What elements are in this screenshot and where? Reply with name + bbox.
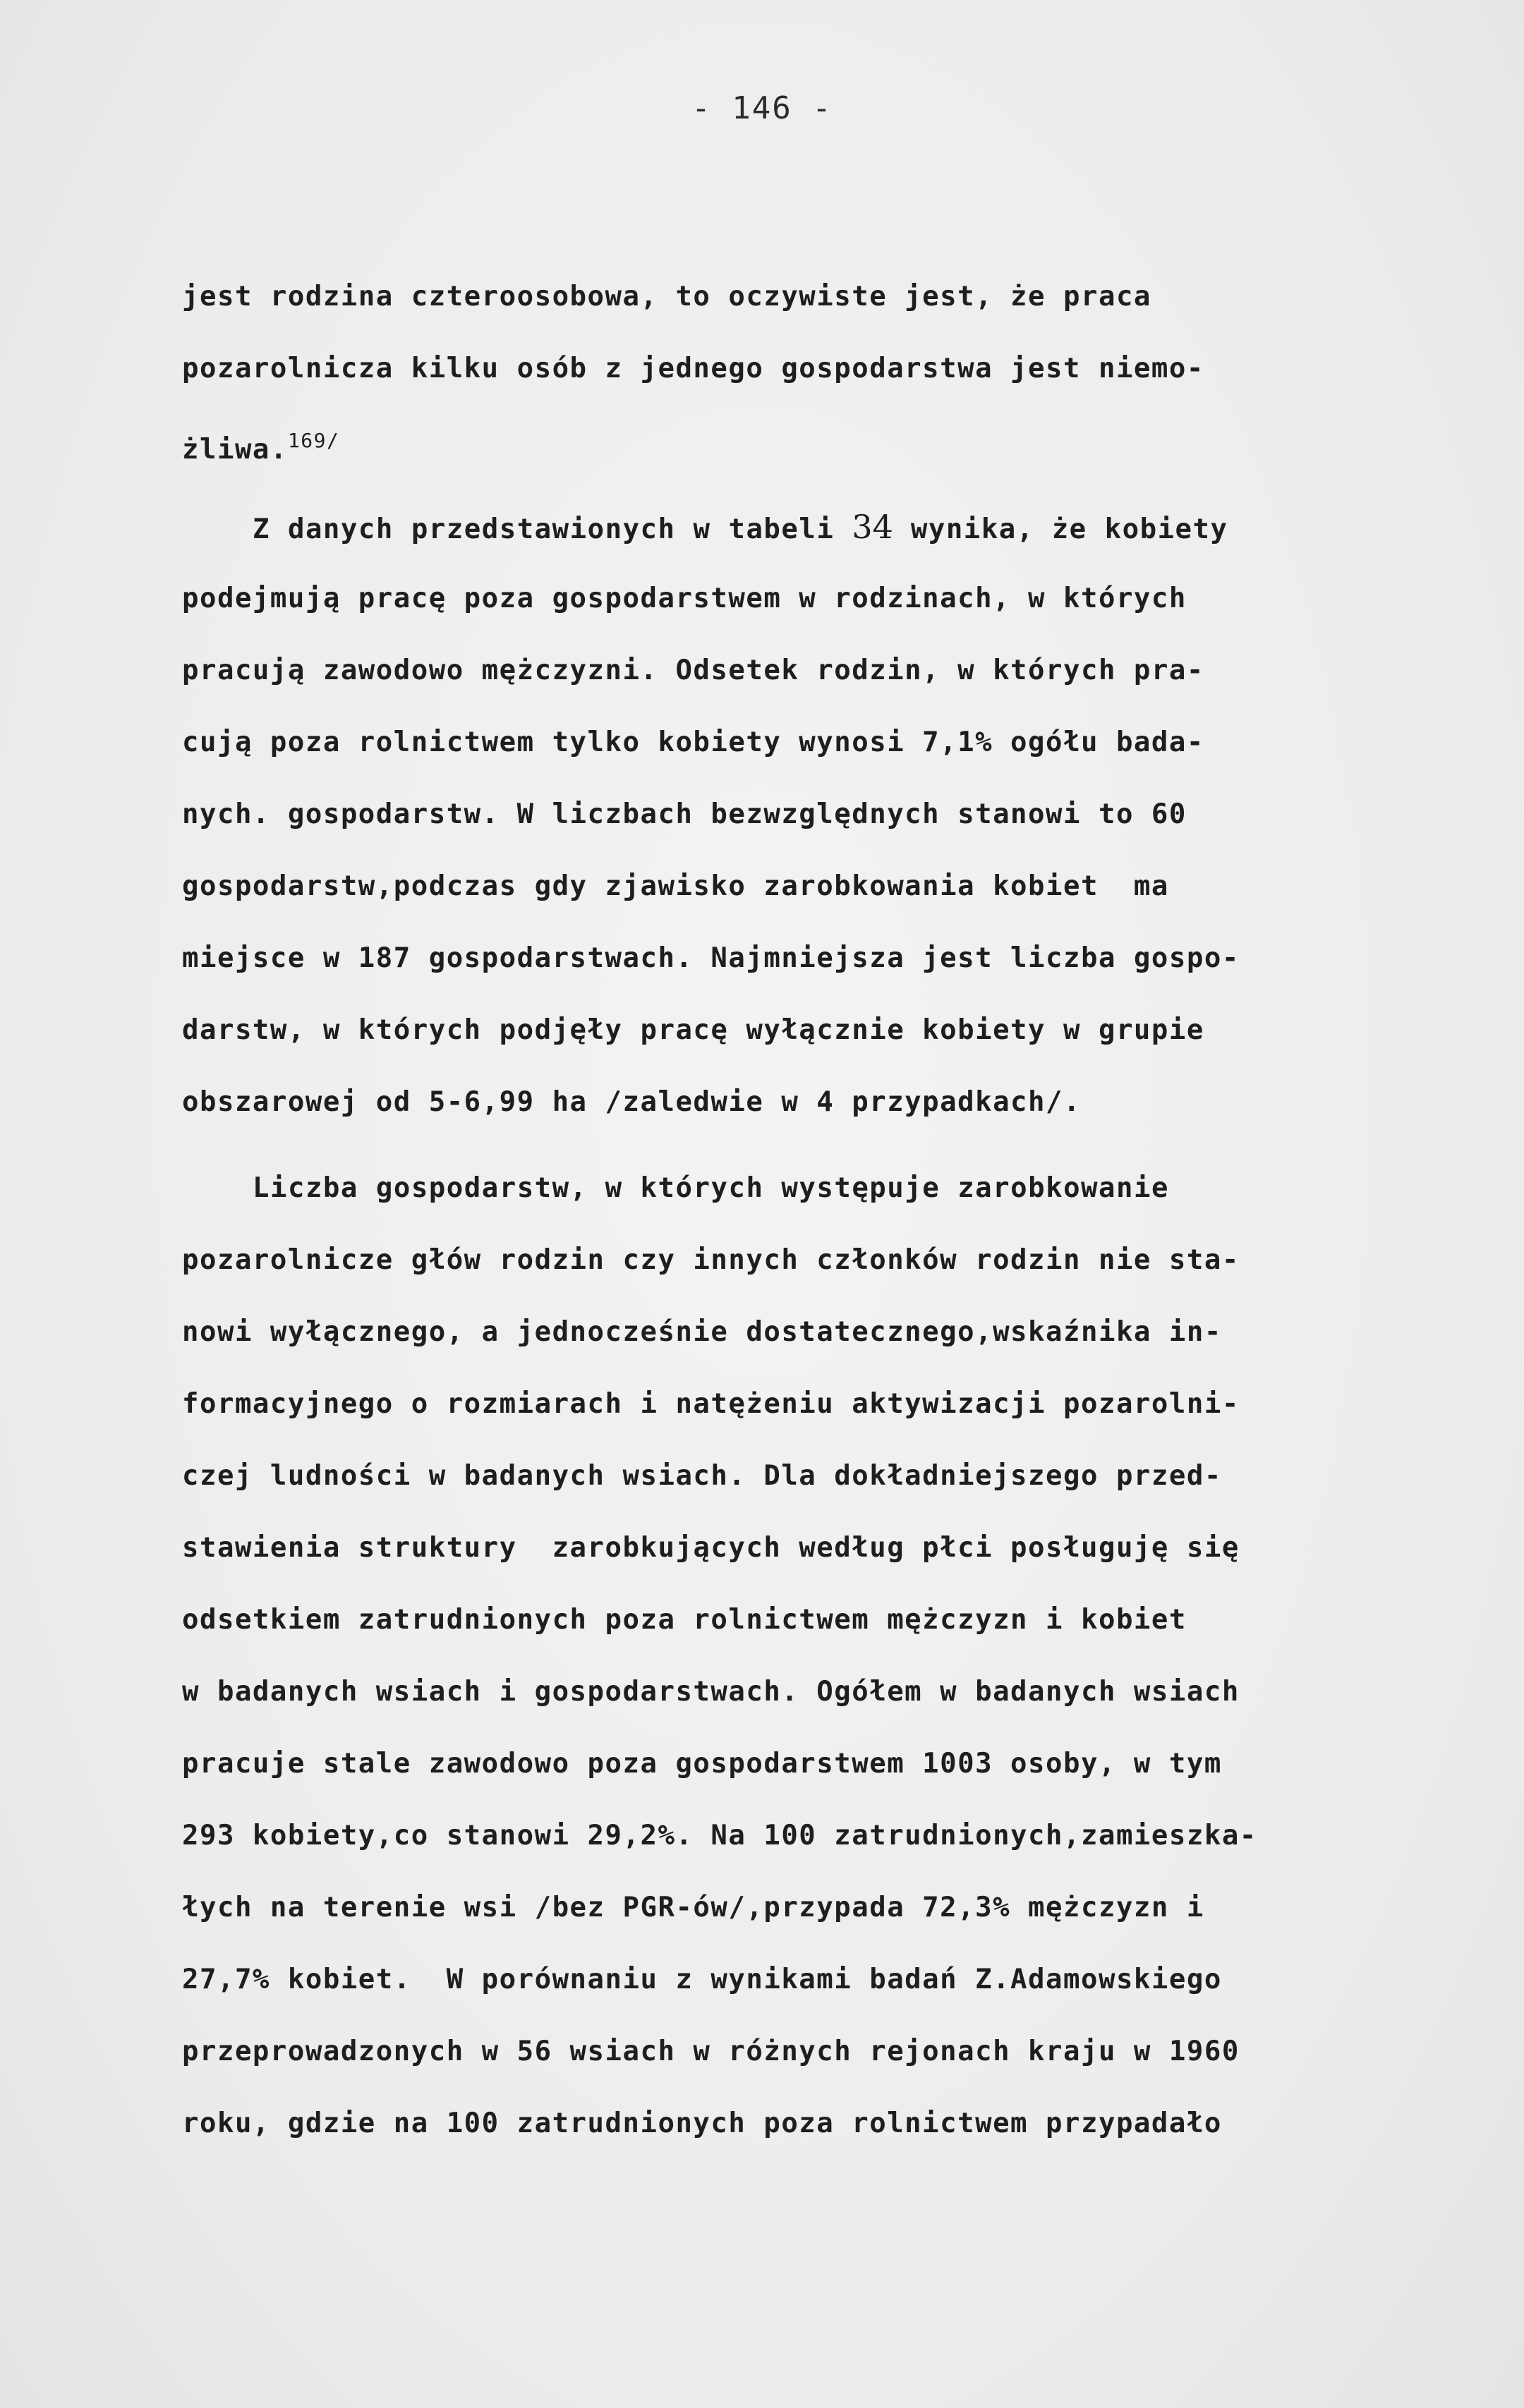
text-line: miejsce w 187 gospodarstwach. Najmniejsza jest liczba gospo-	[182, 942, 1240, 974]
text-line: darstw, w których podjęły pracę wyłącznie kobiety w grupie	[182, 1014, 1204, 1046]
text-line: cują poza rolnictwem tylko kobiety wynosi 7,1% ogółu bada-	[182, 726, 1204, 758]
body-text	[182, 261, 1501, 2160]
text-line: pracuje stale zawodowo poza gospodarstwem 1003 osoby, w tym	[182, 1748, 1222, 1780]
text-line	[182, 491, 1501, 563]
text-line: Liczba gospodarstw, w których występuje zarobkowanie	[253, 1172, 1169, 1204]
text-fragment: wynika, że kobiety	[910, 513, 1228, 545]
text-line: formacyjnego o rozmiarach i natężeniu aktywizacji pozarolni-	[182, 1388, 1240, 1420]
text-line: gospodarstw,podczas gdy zjawisko zarobkowania kobiet ma	[182, 870, 1169, 902]
text-line: pracują zawodowo mężczyzni. Odsetek rodzin, w których pra-	[182, 655, 1204, 686]
text-line: 27,7% kobiet. W porównaniu z wynikami badań Z.Adamowskiego	[182, 1964, 1222, 1995]
text-line: w badanych wsiach i gospodarstwach. Ogółem w badanych wsiach	[182, 1676, 1240, 1708]
text-line: pozarolnicza kilku osób z jednego gospodarstwa jest niemo-	[182, 353, 1204, 384]
text-line: odsetkiem zatrudnionych poza rolnictwem mężczyzn i kobiet	[182, 1604, 1187, 1636]
text-line: przeprowadzonych w 56 wsiach w różnych rejonach kraju w 1960	[182, 2036, 1240, 2067]
text-fragment: Z danych przedstawionych w tabeli	[253, 513, 835, 545]
text-line: roku, gdzie na 100 zatrudnionych poza rolnictwem przypadało	[182, 2108, 1222, 2139]
footnote-reference: 169/	[287, 429, 340, 452]
text-line: jest rodzina czteroosobowa, to oczywiste jest, że praca	[182, 281, 1151, 312]
text-line: łych na terenie wsi /bez PGR-ów/,przypada 72,3% mężczyzn i	[182, 1892, 1204, 1923]
text-line: obszarowej od 5-6,99 ha /zaledwie w 4 przypadkach/.	[182, 1086, 1081, 1118]
text-line: 293 kobiety,co stanowi 29,2%. Na 100 zatrudnionych,zamieszka-	[182, 1820, 1257, 1851]
page-number: - 146 -	[691, 90, 833, 126]
text-line	[182, 405, 1501, 477]
text-line: nych. gospodarstw. W liczbach bezwzględnych stanowi to 60	[182, 798, 1187, 830]
text-fragment: żliwa.	[182, 434, 288, 466]
text-line: czej ludności w badanych wsiach. Dla dokładniejszego przed-	[182, 1460, 1222, 1492]
handwritten-table-number: 34	[852, 508, 893, 546]
text-line: stawienia struktury zarobkujących według płci posługuję się	[182, 1532, 1240, 1564]
text-line: podejmują pracę poza gospodarstwem w rodzinach, w których	[182, 583, 1187, 614]
text-line: nowi wyłącznego, a jednocześnie dostatecznego,wskaźnika in-	[182, 1316, 1222, 1348]
text-line: pozarolnicze głów rodzin czy innych członków rodzin nie sta-	[182, 1244, 1240, 1276]
